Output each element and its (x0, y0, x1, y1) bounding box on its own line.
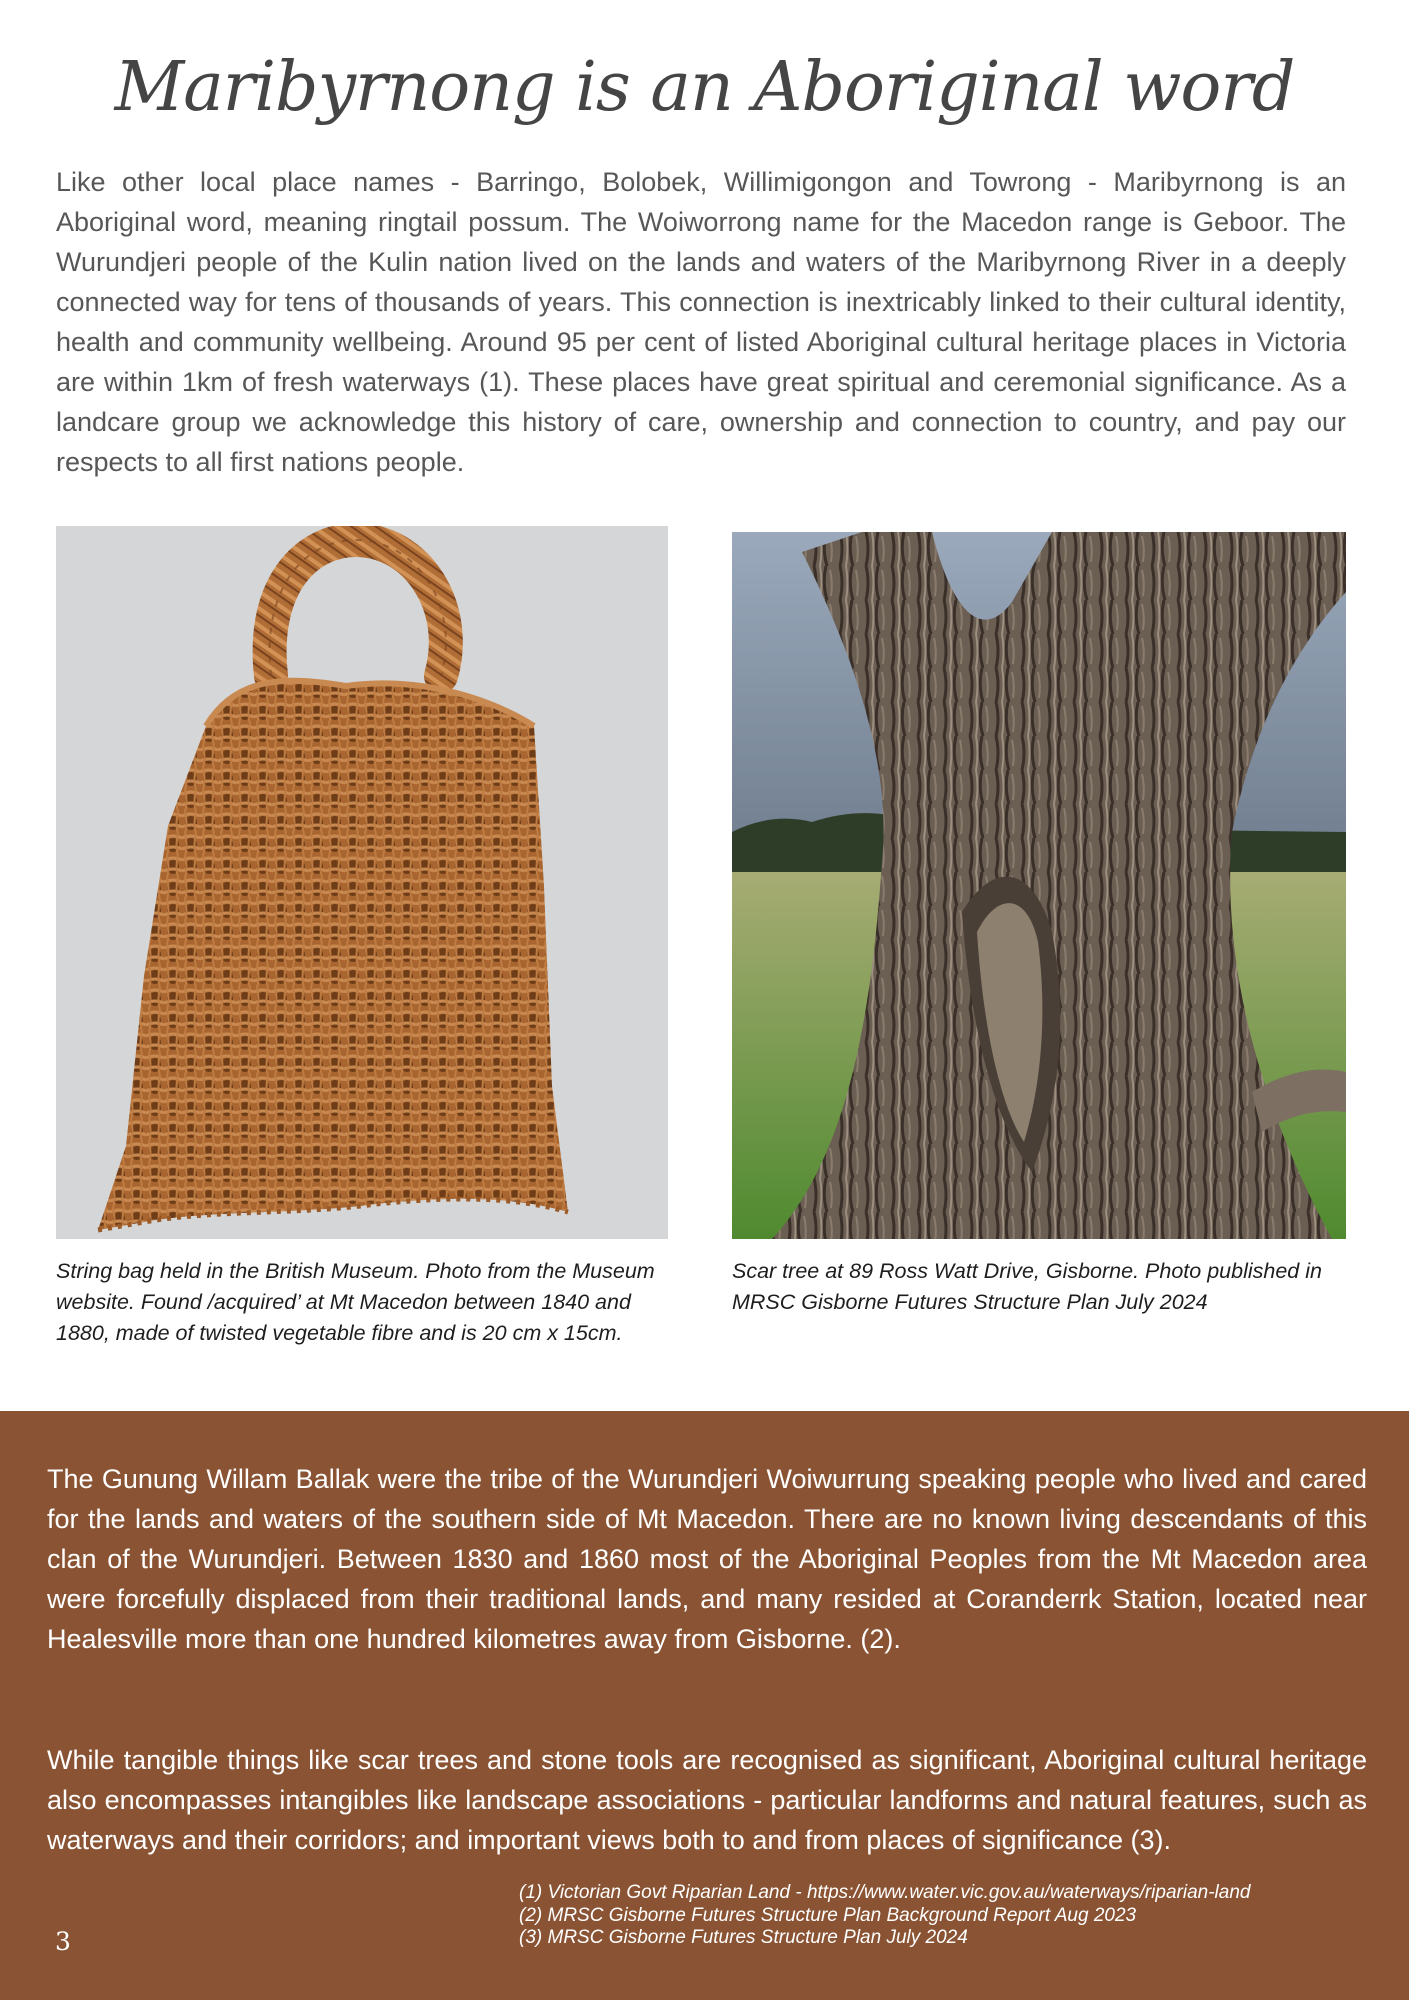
page-title: Maribyrnong is an Aboriginal word (114, 48, 1295, 127)
reference-item: (2) MRSC Gisborne Futures Structure Plan Background Report Aug 2023 (519, 1904, 1137, 1926)
string-bag-photo (56, 526, 668, 1239)
intro-paragraph: Like other local place names - Barringo, Bolobek, Willimigongon and Towrong - Maribyrnong is an Aboriginal word, meaning ringtail possum. The Woiworrong name for the Macedon range is Geboor. The Wurundjeri people of the Kulin nation lived on the lands and waters of the Maribyrnong River in a deeply connected way for tens of thousands of years. This connection is inextricably linked to their cultural identity, health and community wellbeing. Around 95 per cent of listed Aboriginal cultural heritage places in Victoria are within 1km of fresh waterways (1). These places have great spiritual and ceremonial significance. As a landcare group we acknowledge this history of care, ownership and connection to country, and pay our respects to all first nations people. (56, 167, 1346, 477)
string-bag-caption: String bag held in the British Museum. Photo from the Museum website. Found /acquired’ at Mt Macedon between 1840 and 1880, made of twisted vegetable fibre and is 20 cm x 15cm. (56, 1259, 655, 1345)
reference-item: (3) MRSC Gisborne Futures Structure Plan July 2024 (519, 1927, 968, 1948)
scar-tree-photo (732, 532, 1346, 1239)
scar-tree-caption: Scar tree at 89 Ross Watt Drive, Gisborne. Photo published in MRSC Gisborne Futures Structure Plan July 2024 (732, 1259, 1322, 1314)
references-list (519, 1882, 1250, 1950)
page-number: 3 (55, 1927, 71, 1956)
cultural-heritage-paragraph: While tangible things like scar trees and stone tools are recognised as significant, Aboriginal cultural heritage also encompasses intangibles like landscape associations - particular landforms and natural features, such as waterways and their corridors; and important views both to and from places of significance (3). (47, 1745, 1367, 1855)
gunung-willam-ballak-paragraph: The Gunung Willam Ballak were the tribe of the Wurundjeri Woiwurrung speaking people who lived and cared for the lands and waters of the southern side of Mt Macedon. There are no known living descendants of this clan of the Wurundjeri. Between 1830 and 1860 most of the Aboriginal Peoples from the Mt Macedon area were forcefully displaced from their traditional lands, and many resided at Coranderrk Station, located near Healesville more than one hundred kilometres away from Gisborne. (2). (47, 1464, 1367, 1654)
reference-item: (1) Victorian Govt Riparian Land - https://www.water.vic.gov.au/waterways/riparian-land (519, 1882, 1251, 1903)
